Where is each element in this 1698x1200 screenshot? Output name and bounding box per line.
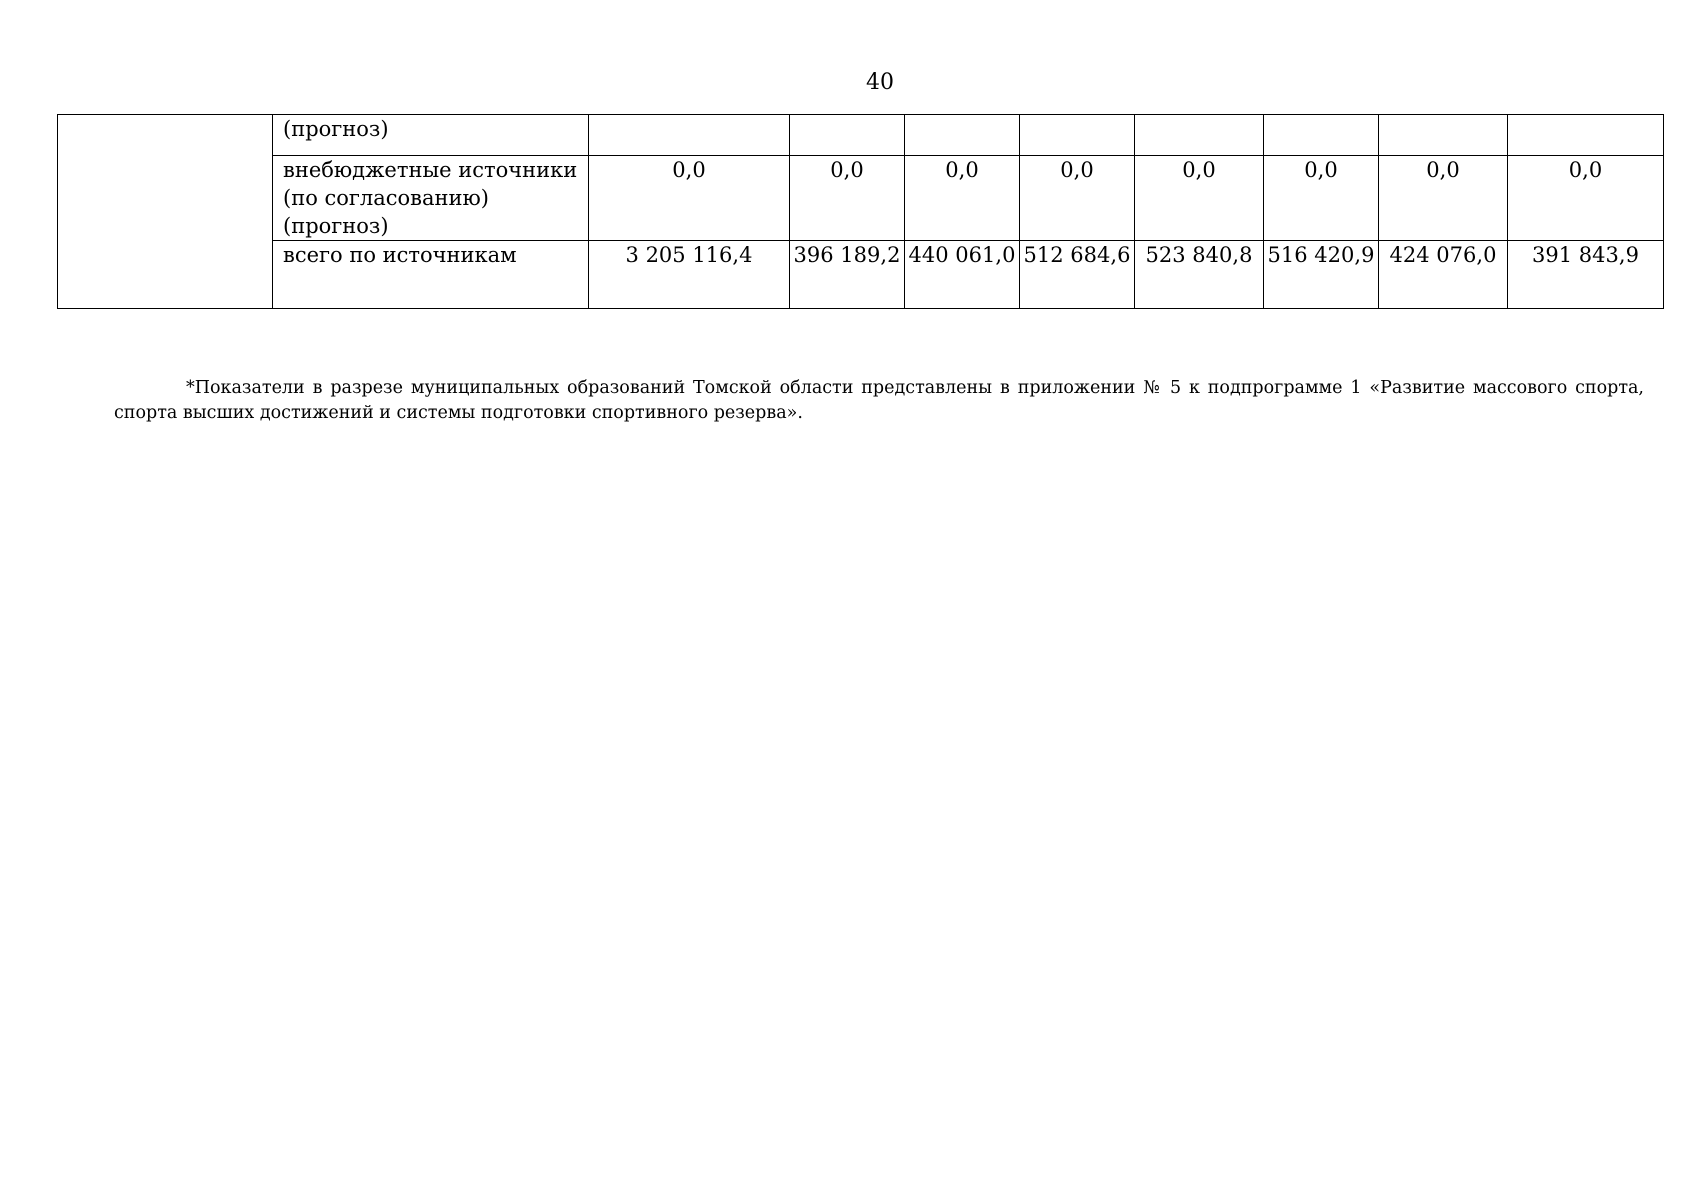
- table-cell: 516 420,9: [1264, 241, 1379, 309]
- table-cell-merged: [58, 115, 273, 309]
- table-cell: 424 076,0: [1379, 241, 1508, 309]
- table-cell: 0,0: [1264, 156, 1379, 241]
- table-row: [58, 156, 1664, 241]
- table-cell: 0,0: [1020, 156, 1135, 241]
- page-number: 40: [866, 70, 894, 95]
- table-row: [58, 115, 1664, 156]
- row-label: (прогноз): [273, 115, 589, 156]
- table-cell: 0,0: [1135, 156, 1264, 241]
- table-cell: [790, 115, 905, 156]
- table-cell: 0,0: [1379, 156, 1508, 241]
- table-cell: [905, 115, 1020, 156]
- table-cell: 0,0: [589, 156, 790, 241]
- table-cell: [1135, 115, 1264, 156]
- table-cell: [1020, 115, 1135, 156]
- table-cell: 3 205 116,4: [589, 241, 790, 309]
- footnote: *Показатели в разрезе муниципальных образований Томской области представлены в приложении № 5 к подпрограмме 1 «Развитие массового спорта, спорта высших достижений и системы подготовки спортивного резерва».: [114, 377, 1644, 423]
- table-cell: 0,0: [1508, 156, 1664, 241]
- table-cell: 391 843,9: [1508, 241, 1664, 309]
- row-label: внебюджетные источники (по согласованию) (прогноз): [273, 156, 589, 241]
- row-label: всего по источникам: [273, 241, 589, 309]
- table-cell: 396 189,2: [790, 241, 905, 309]
- table-cell: 0,0: [790, 156, 905, 241]
- table-cell: 440 061,0: [905, 241, 1020, 309]
- table-cell: [1264, 115, 1379, 156]
- table-cell: 512 684,6: [1020, 241, 1135, 309]
- table-cell: [1379, 115, 1508, 156]
- table-cell: [1508, 115, 1664, 156]
- table-cell: 523 840,8: [1135, 241, 1264, 309]
- table-cell: 0,0: [905, 156, 1020, 241]
- table-cell: [589, 115, 790, 156]
- table-row: [58, 241, 1664, 309]
- budget-table: [57, 114, 1664, 309]
